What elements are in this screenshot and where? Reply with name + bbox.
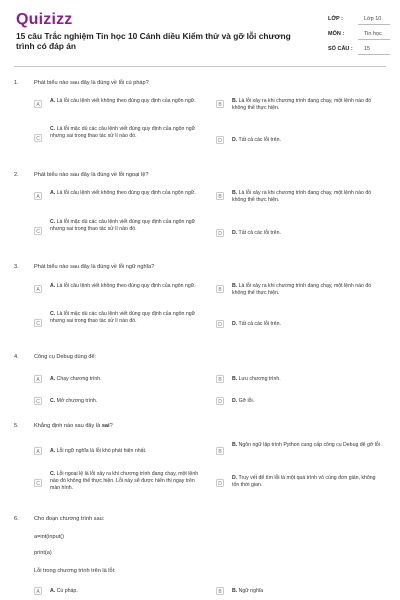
question-text: Phát biểu nào sau đây là đúng về lỗi ngoại lệ? [34, 172, 149, 178]
question-number: 1. [14, 80, 19, 86]
option-letter-box: A [34, 375, 42, 383]
option-letter-box: D [216, 320, 224, 328]
question-number: 4. [14, 354, 19, 360]
meta-lop-value: Lớp 10 [364, 16, 382, 22]
option-letter-box: B [216, 285, 224, 293]
option-text: C. Là lỗi mặc dù các câu lệnh viết đúng quy định của ngôn ngữ nhưng sai trong thao tác xử lí nào đó. [50, 311, 196, 324]
option-text: A. Lỗi ngữ nghĩa là lỗi khó phát hiện nhất. [50, 448, 147, 454]
question-number: 5. [14, 423, 19, 429]
meta-socau-value: 15 [364, 46, 371, 52]
option-text: A. Là lỗi câu lệnh viết không theo đúng quy định của ngôn ngữ. [50, 98, 196, 104]
option-letter-box: A [34, 285, 42, 293]
option-letter-box: D [216, 229, 224, 237]
option-letter-box: A [34, 587, 42, 595]
option-letter-box: B [216, 100, 224, 108]
option-letter-box: B [216, 447, 224, 455]
option-text: D. Tất cả các lỗi trên. [232, 137, 281, 143]
option-text: A. Là lỗi câu lệnh viết không theo đúng quy định của ngôn ngữ. [50, 190, 196, 196]
question-text: Khẳng định nào sau đây là sai? [34, 423, 113, 429]
option-text: A. Cú pháp. [50, 588, 78, 594]
option-letter-box: C [34, 479, 42, 487]
question-number: 6. [14, 516, 19, 522]
code-line: print(a) [34, 550, 52, 556]
question-text: Phát biểu nào sau đây là đúng về lỗi cú pháp? [34, 80, 149, 86]
option-letter-box: A [34, 447, 42, 455]
option-letter-box: B [216, 375, 224, 383]
option-text: D. Tất cả các lỗi trên. [232, 321, 281, 327]
meta-socau-label: SỐ CÂU : [328, 46, 353, 52]
option-letter-box: D [216, 136, 224, 144]
option-text: C. Lỗi ngoại lệ là lỗi xảy ra khi chương trình đang chạy, một lệnh nào đó không thể thực hiện. Lỗi này sẽ được hiển thị ngay trên màn hình. [50, 471, 199, 491]
option-letter-box: A [34, 100, 42, 108]
option-letter-box: B [216, 192, 224, 200]
option-letter-box: D [216, 397, 224, 405]
question-text: Công cụ Debug dùng để: [34, 354, 97, 360]
option-text: B. Là lỗi xảy ra khi chương trình đang chạy, một lệnh nào đó không thể thực hiện. [232, 98, 372, 111]
option-text: B. Là lỗi xảy ra khi chương trình đang chạy, một lệnh nào đó không thể thực hiện. [232, 190, 372, 203]
option-letter-box: C [34, 134, 42, 142]
option-text: A. Chạy chương trình. [50, 376, 102, 382]
option-text: C. Là lỗi mặc dù các câu lệnh viết đúng quy định của ngôn ngữ nhưng sai trong thao tác xử lí nào đó. [50, 126, 196, 139]
option-letter-box: C [34, 227, 42, 235]
option-text: B. Ngữ nghĩa [232, 588, 264, 594]
meta-socau-underline [358, 54, 390, 55]
header-divider [14, 66, 386, 67]
option-text: C. Mở chương trình. [50, 398, 98, 404]
option-text: D. Gỡ lỗi. [232, 398, 255, 404]
question-text: Cho đoạn chương trình sau: [34, 516, 105, 522]
option-letter-box: B [216, 587, 224, 595]
meta-mon-label: MÔN : [328, 31, 345, 37]
option-text: B. Lưu chương trình. [232, 376, 281, 382]
question-text: Phát biểu nào sau đây là đúng về lỗi ngữ nghĩa? [34, 264, 155, 270]
document-header [0, 0, 400, 64]
question-prompt: Lỗi trong chương trình trên là lỗi: [34, 568, 116, 574]
option-letter-box: D [216, 479, 224, 487]
page-title: 15 câu Trắc nghiệm Tin học 10 Cánh diều Kiểm thử và gỡ lỗi chương trình có đáp án [16, 31, 291, 51]
option-text: B. Là lỗi xảy ra khi chương trình đang chạy, một lệnh nào đó không thể thực hiện. [232, 283, 372, 296]
meta-lop-label: LỚP : [328, 16, 343, 22]
meta-mon-value: Tin học [364, 31, 382, 37]
option-letter-box: A [34, 192, 42, 200]
option-text: C. Là lỗi mặc dù các câu lệnh viết đúng quy định của ngôn ngữ nhưng sai trong thao tác xử lí nào đó. [50, 219, 196, 232]
option-text: B. Ngôn ngữ lập trình Python cung cấp công cụ Debug để gỡ lỗi . [232, 442, 383, 448]
option-letter-box: C [34, 397, 42, 405]
meta-lop-underline [358, 24, 390, 25]
option-letter-box: C [34, 319, 42, 327]
code-line: a=int(input() [34, 534, 65, 540]
quizizz-logo: Quizizz [16, 11, 73, 28]
question-number: 3. [14, 264, 19, 270]
option-text: D. Tất cả các lỗi trên. [232, 230, 281, 236]
option-text: D. Truy vết để tìm lỗi là một quá trình vô cùng đơn giản, không tốn thời gian. [232, 475, 376, 488]
option-text: A. Là lỗi câu lệnh viết không theo đúng quy định của ngôn ngữ. [50, 283, 196, 289]
question-number: 2. [14, 172, 19, 178]
meta-mon-underline [358, 39, 390, 40]
